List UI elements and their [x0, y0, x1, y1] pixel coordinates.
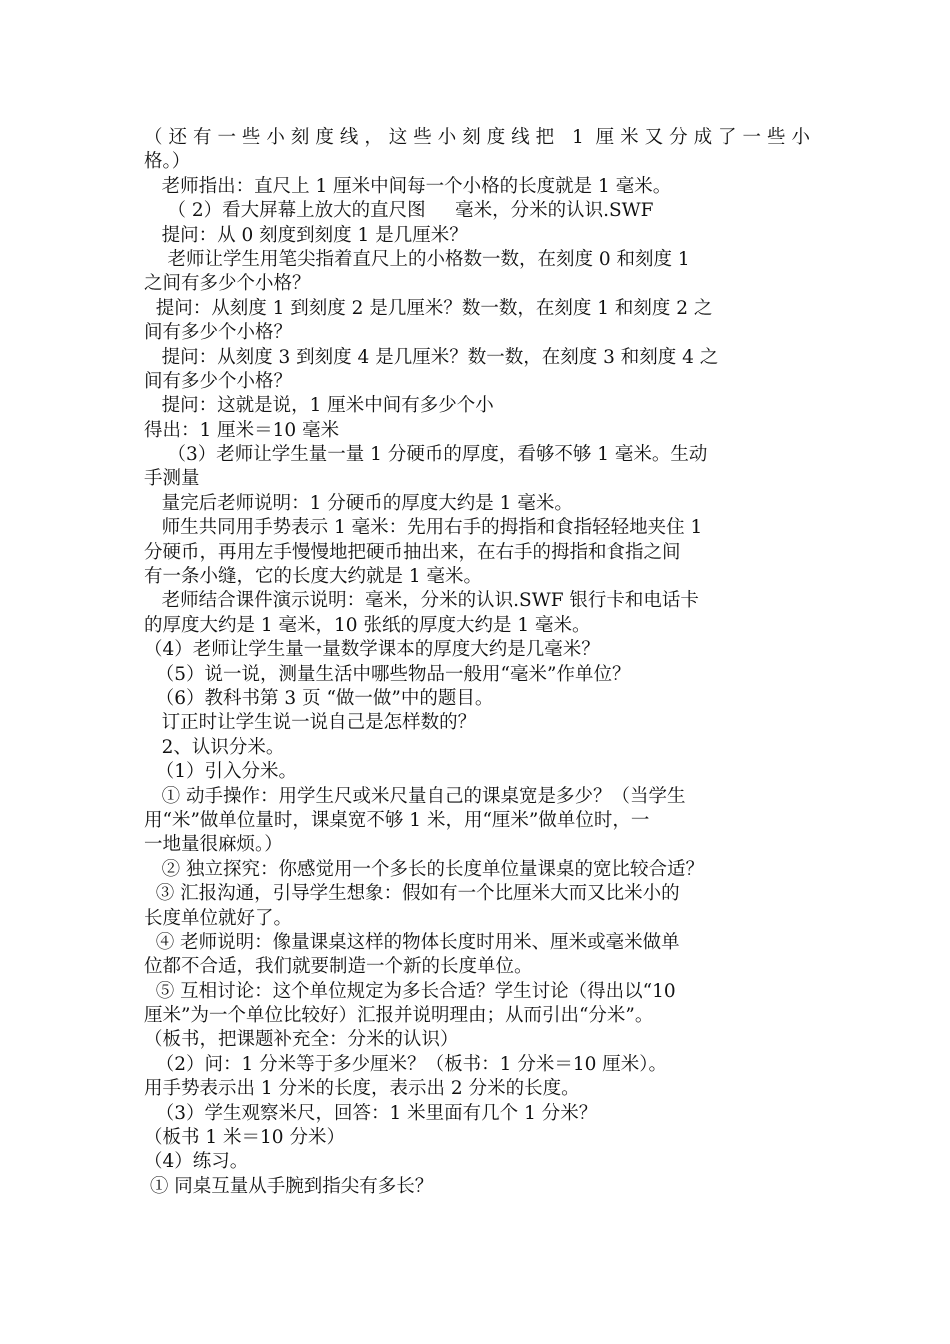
text-line-25: 订正时让学生说一说自己是怎样数的？ [144, 712, 477, 734]
text-line-21: 的厚度大约是 1 毫米，10 张纸的厚度大约是 1 毫米。 [144, 614, 591, 636]
text-line-30: 一地量很麻烦。） [144, 834, 283, 856]
text-line-36: ⑤ 互相讨论：这个单位规定为多长合适？学生讨论（得出以“10 [144, 980, 676, 1002]
text-line-6: 老师让学生用笔尖指着直尺上的小格数一数，在刻度 0 和刻度 1 [144, 248, 690, 270]
text-line-28: ① 动手操作：用学生尺或米尺量自己的课桌宽是多少？（当学生 [144, 785, 686, 807]
text-line-18: 分硬币，再用左手慢慢地把硬币抽出来，在右手的拇指和食指之间 [144, 541, 681, 563]
text-line-14: （3）老师让学生量一量 1 分硬币的厚度，看够不够 1 毫米。生动 [144, 444, 708, 466]
text-line-20: 老师结合课件演示说明：毫米，分米的认识.SWF 银行卡和电话卡 [144, 590, 699, 612]
text-line-15: 手测量 [144, 468, 200, 490]
text-line-17: 师生共同用手势表示 1 毫米：先用右手的拇指和食指轻轻地夹住 1 [144, 517, 703, 539]
text-line-11: 间有多少个小格？ [144, 370, 293, 392]
document-body [144, 126, 810, 1199]
text-line-40: 用手势表示出 1 分米的长度，表示出 2 分米的长度。 [144, 1078, 580, 1100]
text-line-43: （4）练习。 [144, 1151, 249, 1173]
text-line-27: （1）引入分米。 [144, 761, 298, 783]
text-line-33: 长度单位就好了。 [144, 907, 293, 929]
text-line-8: 提问：从刻度 1 到刻度 2 是几厘米？数一数，在刻度 1 和刻度 2 之 [144, 297, 713, 319]
text-line-13: 得出：1 厘米＝10 毫米 [144, 419, 340, 441]
text-line-5: 提问：从 0 刻度到刻度 1 是几厘米？ [144, 224, 468, 246]
text-line-1: （还有一些小刻度线，这些小刻度线把 1 厘米又分成了一些小 [144, 127, 810, 148]
text-line-31: ② 独立探究：你感觉用一个多长的长度单位量课桌的宽比较合适？ [144, 858, 705, 880]
text-line-4: （ 2）看大屏幕上放大的直尺图 毫米，分米的认识.SWF [144, 200, 654, 222]
text-line-38: （板书，把课题补充全：分米的认识） [144, 1029, 459, 1051]
text-line-42: （板书 1 米＝10 分米） [144, 1127, 345, 1149]
text-line-3: 老师指出：直尺上 1 厘米中间每一个小格的长度就是 1 毫米。 [144, 175, 672, 197]
text-line-19: 有一条小缝，它的长度大约就是 1 毫米。 [144, 566, 483, 588]
text-line-24: （6）教科书第 3 页 “做一做”中的题目。 [144, 687, 494, 709]
text-line-41: （3）学生观察米尺，回答：1 米里面有几个 1 分米？ [144, 1102, 598, 1124]
text-line-32: ③ 汇报沟通，引导学生想象：假如有一个比厘米大而又比米小的 [144, 883, 680, 905]
text-line-44: ① 同桌互量从手腕到指尖有多长？ [144, 1175, 434, 1197]
text-line-22: （4）老师让学生量一量数学课本的厚度大约是几毫米？ [144, 639, 600, 661]
text-line-39: （2）问：1 分米等于多少厘米？（板书：1 分米＝10 厘米）。 [144, 1053, 668, 1075]
text-line-7: 之间有多少个小格？ [144, 273, 311, 295]
text-line-26: 2、认识分米。 [144, 736, 285, 758]
text-line-34: ④ 老师说明：像量课桌这样的物体长度时用米、厘米或毫米做单 [144, 931, 680, 953]
text-line-35: 位都不合适，我们就要制造一个新的长度单位。 [144, 956, 533, 978]
text-line-37: 厘米”为一个单位比较好）汇报并说明理由；从而引出“分米”。 [144, 1005, 654, 1027]
text-line-10: 提问：从刻度 3 到刻度 4 是几厘米？数一数，在刻度 3 和刻度 4 之 [144, 346, 719, 368]
text-line-23: （5）说一说，测量生活中哪些物品一般用“毫米”作单位？ [144, 663, 631, 685]
text-line-2: 格。） [144, 151, 191, 173]
text-line-12: 提问：这就是说，1 厘米中间有多少个小 [144, 395, 494, 417]
text-line-16: 量完后老师说明：1 分硬币的厚度大约是 1 毫米。 [144, 492, 573, 514]
text-line-29: 用“米”做单位量时，课桌宽不够 1 米，用“厘米”做单位时，一 [144, 809, 650, 831]
text-line-9: 间有多少个小格？ [144, 322, 293, 344]
